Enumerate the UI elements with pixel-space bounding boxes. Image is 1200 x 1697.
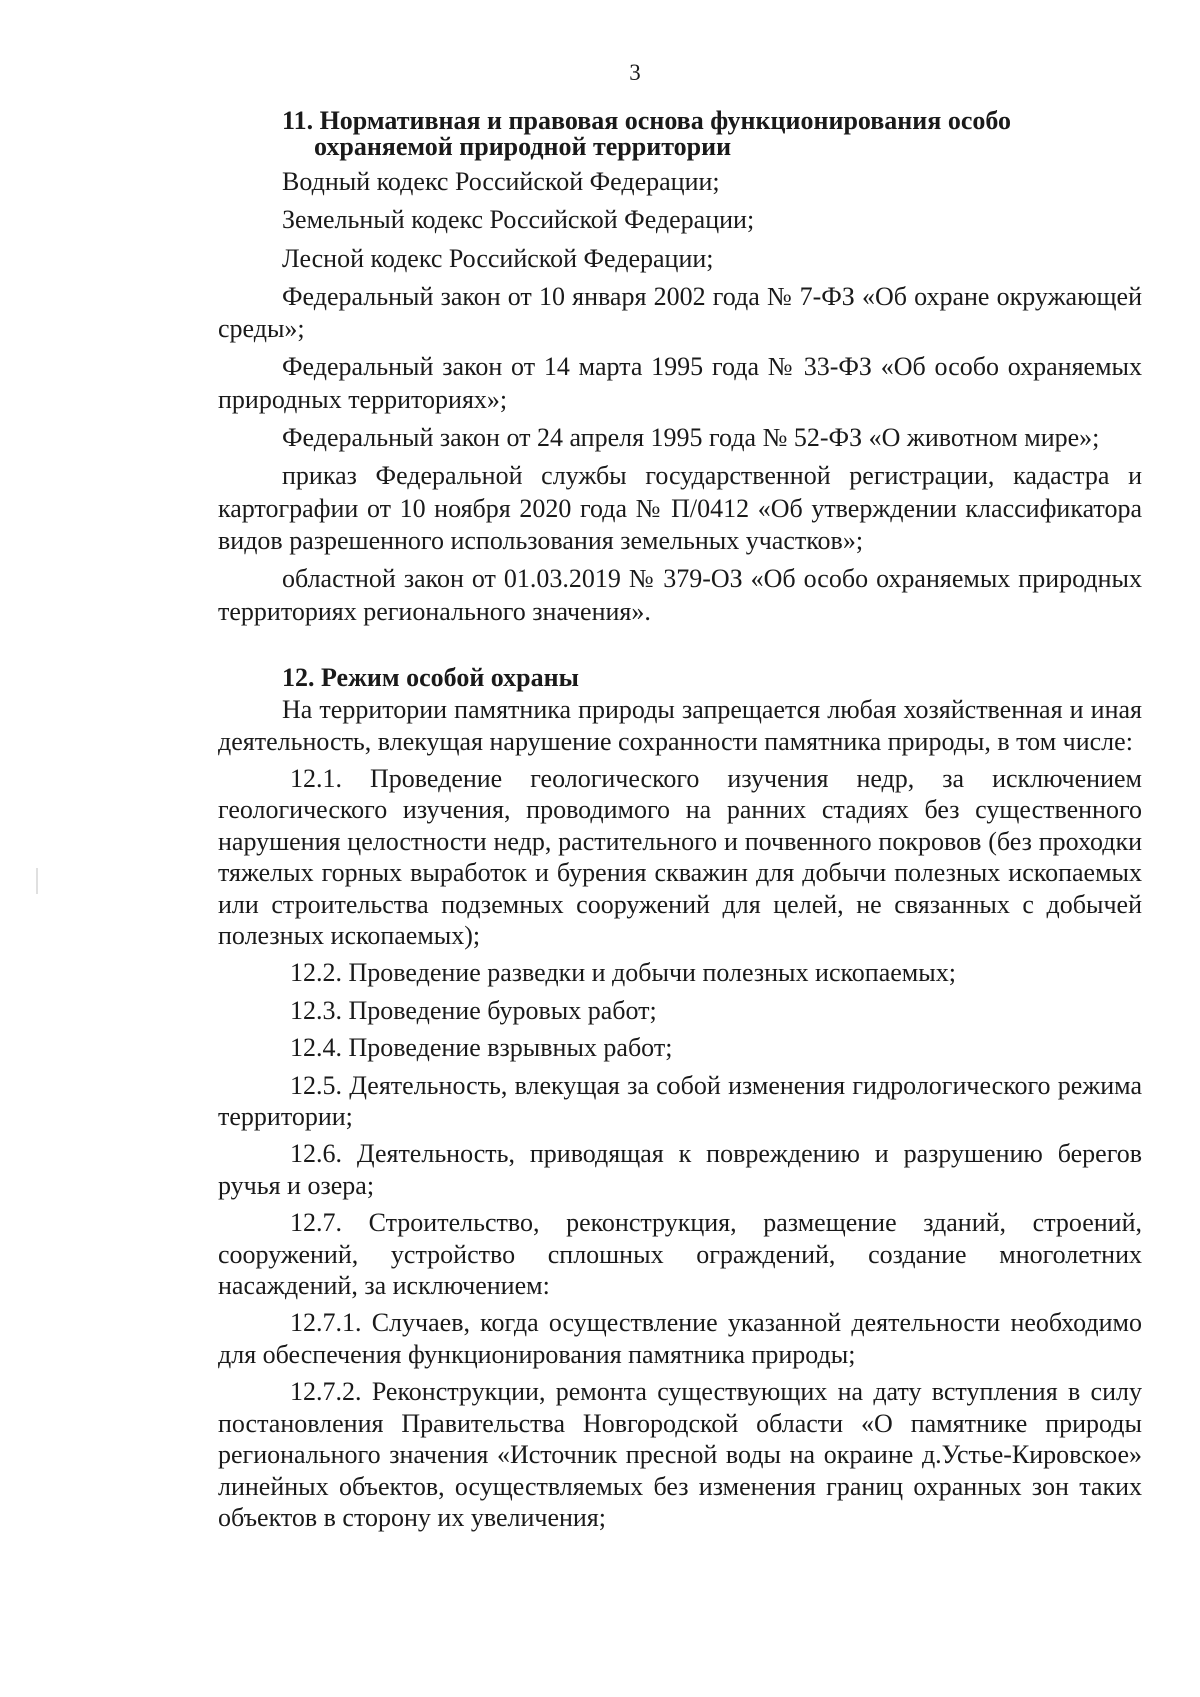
section-11-item: Федеральный закон от 10 января 2002 года № 7-ФЗ «Об охране окружающей среды»; — [218, 281, 1142, 344]
page-number: 3 — [629, 60, 641, 85]
section-12-body — [218, 694, 1142, 1533]
section-12-item: 12.2. Проведение разведки и добычи полезных ископаемых; — [290, 958, 956, 988]
section-11-heading-line1: 11. Нормативная и правовая основа функционирования особо — [282, 106, 1012, 135]
section-12-item: 12.3. Проведение буровых работ; — [290, 995, 657, 1025]
section-11-item: Водный кодекс Российской Федерации; — [282, 167, 720, 196]
section-11-heading — [218, 108, 1142, 160]
section-12-item: 12.4. Проведение взрывных работ; — [290, 1033, 673, 1063]
section-12-item: 12.1. Проведение геологического изучения недр, за исключением геологического изучения, проводимого на ранних стадиях без существенного нарушения целостности недр, растительного и почвенного покровов (без проходки тяжелых горных выработок и бурения скважин для добычи полезных ископаемых или строительства подземных сооружений для целей, не связанных с добычей полезных ископаемых); — [218, 763, 1142, 950]
section-12-intro: На территории памятника природы запрещается любая хозяйственная и иная деятельность, влекущая нарушение сохранности памятника природы, в том числе: — [218, 695, 1142, 756]
scan-margin-mark — [36, 868, 38, 894]
section-12-item: 12.5. Деятельность, влекущая за собой изменения гидрологического режима территории; — [218, 1070, 1142, 1132]
section-11-item: областной закон от 01.03.2019 № 379-ОЗ «Об особо охраняемых природных территориях регионального значения». — [218, 564, 1142, 626]
section-11-item: Федеральный закон от 14 марта 1995 года № 33-ФЗ «Об особо охраняемых природных территориях»; — [218, 352, 1142, 414]
section-11-item: Федеральный закон от 24 апреля 1995 года № 52-ФЗ «О животном мире»; — [282, 423, 1100, 453]
section-11-item: приказ Федеральной службы государственной регистрации, кадастра и картографии от 10 ноября 2020 года № П/0412 «Об утверждении классификатора видов разрешенного использования земельных участков»; — [218, 461, 1142, 555]
section-12-heading: 12. Режим особой охраны — [282, 662, 579, 692]
section-12-item: 12.7.1. Случаев, когда осуществление указанной деятельности необходимо для обеспечения функционирования памятника природы; — [218, 1308, 1142, 1369]
section-12-item: 12.7. Строительство, реконструкция, размещение зданий, строений, сооружений, устройство сплошных ограждений, создание многолетних насаждений, за исключением: — [218, 1208, 1142, 1301]
section-12-item: 12.6. Деятельность, приводящая к повреждению и разрушению берегов ручья и озера; — [218, 1139, 1142, 1200]
section-11-item: Лесной кодекс Российской Федерации; — [282, 243, 714, 273]
section-11-item: Земельный кодекс Российской Федерации; — [282, 205, 755, 235]
section-12-item: 12.7.2. Реконструкции, ремонта существующих на дату вступления в силу постановления Правительства Новгородской области «О памятнике природы регионального значения «Источник пресной воды на окраине д.Устье-Кировское» линейных объектов, осуществляемых без изменения границ охранных зон таких объектов в сторону их увеличения; — [218, 1377, 1142, 1532]
section-11-heading-line2: охраняемой природной территории — [314, 132, 732, 161]
document-body — [218, 108, 1142, 1533]
